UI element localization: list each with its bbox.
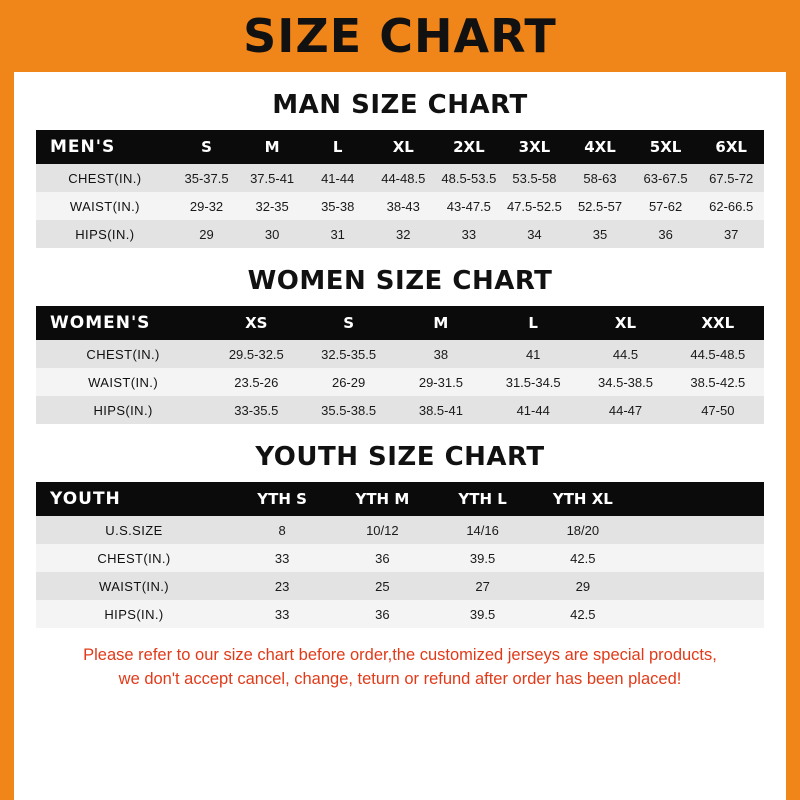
- cell: 67.5-72: [698, 164, 764, 192]
- row-label: U.S.SIZE: [36, 516, 232, 544]
- cell: 33-35.5: [210, 396, 302, 424]
- cell: 53.5-58: [502, 164, 568, 192]
- cell: 41: [487, 340, 579, 368]
- cell: 32-35: [239, 192, 305, 220]
- footnote-line-2: we don't accept cancel, change, teturn or refund after order has been placed!: [118, 669, 682, 688]
- cell: 44.5: [579, 340, 671, 368]
- row-label: WAIST(IN.): [36, 572, 232, 600]
- cell: 35.5-38.5: [302, 396, 394, 424]
- row-label: CHEST(IN.): [36, 164, 174, 192]
- cell: 31: [305, 220, 371, 248]
- footnote-line-1: Please refer to our size chart before order,the customized jerseys are special products,: [83, 646, 717, 664]
- women-size-table: [36, 306, 764, 424]
- table-row: [36, 544, 764, 572]
- cell: 38: [395, 340, 487, 368]
- cell: 27: [432, 572, 532, 600]
- cell: 33: [232, 600, 332, 628]
- cell: 14/16: [432, 516, 532, 544]
- cell: 34: [502, 220, 568, 248]
- cell: 23: [232, 572, 332, 600]
- column-header: XL: [370, 130, 436, 164]
- column-header: S: [174, 130, 240, 164]
- cell: 31.5-34.5: [487, 368, 579, 396]
- column-header: YTH S: [232, 482, 332, 516]
- column-header-spacer: [633, 482, 764, 516]
- content: [14, 90, 786, 692]
- column-header: YTH XL: [533, 482, 633, 516]
- column-header: MEN'S: [36, 130, 174, 164]
- cell: 35-38: [305, 192, 371, 220]
- cell: 33: [436, 220, 502, 248]
- cell: 44.5-48.5: [672, 340, 764, 368]
- cell: 10/12: [332, 516, 432, 544]
- cell: 33: [232, 544, 332, 572]
- column-header: XL: [579, 306, 671, 340]
- column-header: YTH M: [332, 482, 432, 516]
- cell: 29-32: [174, 192, 240, 220]
- cell: 62-66.5: [698, 192, 764, 220]
- table-row: [36, 572, 764, 600]
- column-header: 3XL: [502, 130, 568, 164]
- cell: 8: [232, 516, 332, 544]
- column-header: M: [239, 130, 305, 164]
- cell: 57-62: [633, 192, 699, 220]
- row-label: WAIST(IN.): [36, 368, 210, 396]
- column-header: 5XL: [633, 130, 699, 164]
- column-header: L: [305, 130, 371, 164]
- table-row: [36, 192, 764, 220]
- cell: 36: [633, 220, 699, 248]
- cell: 44-47: [579, 396, 671, 424]
- cell-spacer: [633, 572, 764, 600]
- cell: 23.5-26: [210, 368, 302, 396]
- column-header: 4XL: [567, 130, 633, 164]
- youth-size-table: [36, 482, 764, 628]
- row-label: CHEST(IN.): [36, 340, 210, 368]
- table-header-row: [36, 482, 764, 516]
- column-header: 6XL: [698, 130, 764, 164]
- section-title-men: MAN SIZE CHART: [272, 90, 528, 120]
- column-header: XXL: [672, 306, 764, 340]
- cell: 47-50: [672, 396, 764, 424]
- cell: 38.5-42.5: [672, 368, 764, 396]
- table-row: [36, 396, 764, 424]
- row-label: WAIST(IN.): [36, 192, 174, 220]
- cell: 58-63: [567, 164, 633, 192]
- banner: [14, 0, 786, 72]
- table-row: [36, 600, 764, 628]
- column-header: XS: [210, 306, 302, 340]
- table-header-row: [36, 130, 764, 164]
- cell: 41-44: [487, 396, 579, 424]
- column-header: YOUTH: [36, 482, 232, 516]
- cell-spacer: [633, 516, 764, 544]
- cell: 36: [332, 600, 432, 628]
- cell: 38.5-41: [395, 396, 487, 424]
- cell: 34.5-38.5: [579, 368, 671, 396]
- column-header: L: [487, 306, 579, 340]
- cell: 29: [533, 572, 633, 600]
- cell: 63-67.5: [633, 164, 699, 192]
- cell: 25: [332, 572, 432, 600]
- cell: 35-37.5: [174, 164, 240, 192]
- page-title: SIZE CHART: [243, 9, 557, 63]
- cell: 32.5-35.5: [302, 340, 394, 368]
- cell: 37.5-41: [239, 164, 305, 192]
- cell: 18/20: [533, 516, 633, 544]
- cell: 48.5-53.5: [436, 164, 502, 192]
- cell: 52.5-57: [567, 192, 633, 220]
- row-label: HIPS(IN.): [36, 220, 174, 248]
- cell: 42.5: [533, 600, 633, 628]
- men-size-table: [36, 130, 764, 248]
- row-label: HIPS(IN.): [36, 600, 232, 628]
- cell: 26-29: [302, 368, 394, 396]
- cell: 39.5: [432, 544, 532, 572]
- cell: 32: [370, 220, 436, 248]
- cell: 35: [567, 220, 633, 248]
- table-header-row: [36, 306, 764, 340]
- column-header: S: [302, 306, 394, 340]
- row-label: CHEST(IN.): [36, 544, 232, 572]
- cell-spacer: [633, 600, 764, 628]
- cell: 36: [332, 544, 432, 572]
- cell: 39.5: [432, 600, 532, 628]
- cell: 43-47.5: [436, 192, 502, 220]
- cell: 42.5: [533, 544, 633, 572]
- cell: 47.5-52.5: [502, 192, 568, 220]
- cell: 30: [239, 220, 305, 248]
- column-header: 2XL: [436, 130, 502, 164]
- cell: 37: [698, 220, 764, 248]
- cell: 29: [174, 220, 240, 248]
- table-row: [36, 340, 764, 368]
- cell: 29-31.5: [395, 368, 487, 396]
- cell: 41-44: [305, 164, 371, 192]
- cell: 38-43: [370, 192, 436, 220]
- row-label: HIPS(IN.): [36, 396, 210, 424]
- footnote: [42, 644, 758, 692]
- cell-spacer: [633, 544, 764, 572]
- column-header: YTH L: [432, 482, 532, 516]
- table-row: [36, 368, 764, 396]
- column-header: WOMEN'S: [36, 306, 210, 340]
- cell: 44-48.5: [370, 164, 436, 192]
- section-title-youth: YOUTH SIZE CHART: [255, 442, 545, 472]
- table-row: [36, 220, 764, 248]
- table-row: [36, 516, 764, 544]
- table-row: [36, 164, 764, 192]
- column-header: M: [395, 306, 487, 340]
- section-title-women: WOMEN SIZE CHART: [247, 266, 553, 296]
- cell: 29.5-32.5: [210, 340, 302, 368]
